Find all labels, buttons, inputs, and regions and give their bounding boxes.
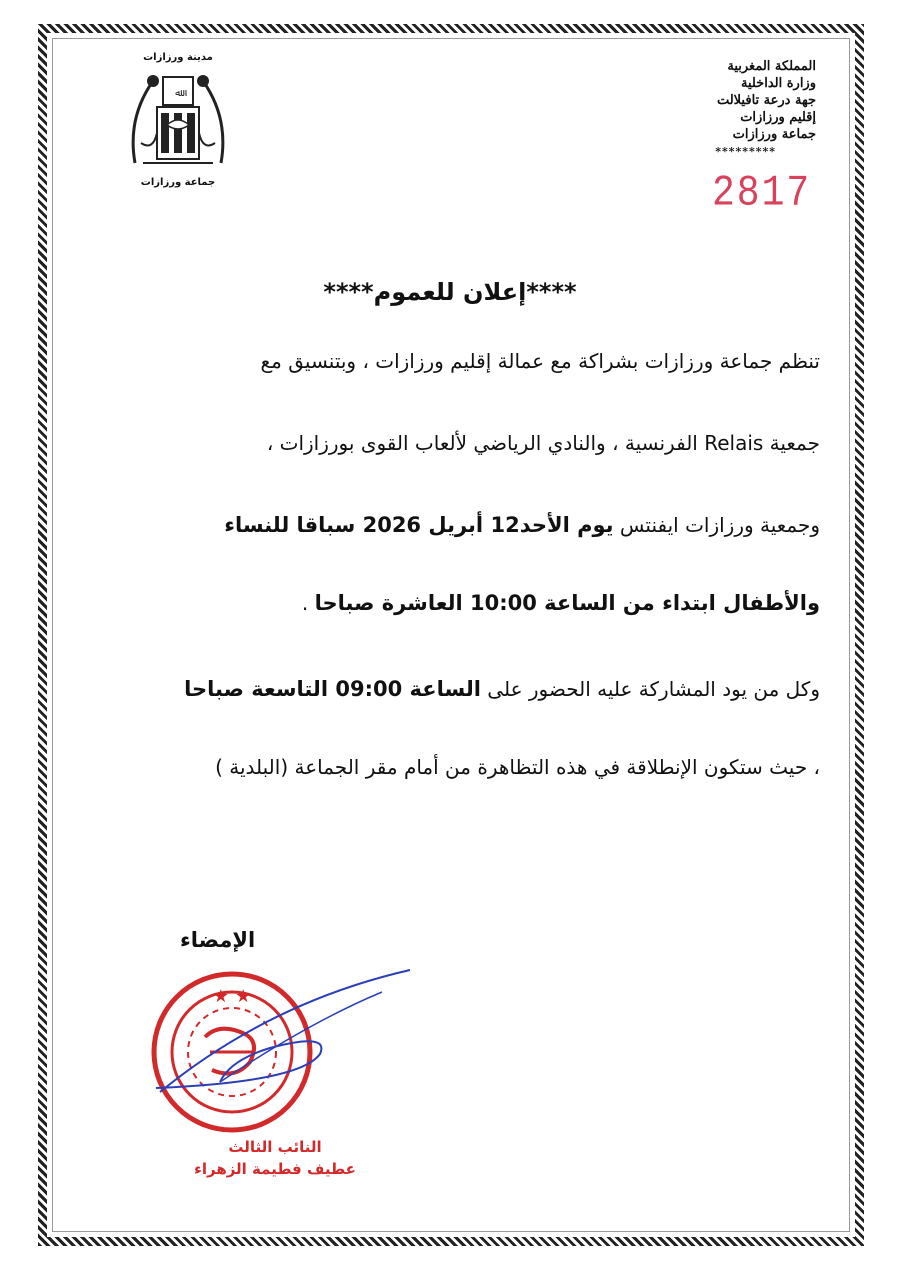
body-line-3-normal: وجمعية ورزازات ايفنتس bbox=[613, 513, 820, 537]
official-name: عطيف فطيمة الزهراء bbox=[194, 1160, 356, 1178]
official-title: النائب الثالث bbox=[228, 1138, 322, 1156]
body-line-6: ، حيث ستكون الإنطلاقة في هذه التظاهرة من أمام مقر الجماعة (البلدية ) bbox=[215, 755, 820, 779]
logo-top-caption: مدينة ورزازات bbox=[143, 52, 213, 63]
header-line-ministry: وزارة الداخلية bbox=[740, 76, 816, 91]
body-line-1: تنظم جماعة ورزازات بشراكة مع عمالة إقليم ورزازات ، وبتنسيق مع bbox=[260, 349, 820, 373]
svg-text:★ ★: ★ ★ bbox=[212, 986, 252, 1007]
announcement-body bbox=[82, 340, 820, 788]
municipal-emblem-icon bbox=[123, 63, 233, 173]
body-line-4 bbox=[82, 582, 820, 624]
header-line-kingdom: المملكة المغربية bbox=[727, 59, 816, 74]
header-stars: ********* bbox=[715, 145, 776, 158]
document-number: 2817 bbox=[712, 168, 812, 219]
ministry-header bbox=[626, 58, 816, 160]
event-date: يوم الأحد12 أبريل 2026 سباقا للنساء bbox=[224, 513, 614, 537]
header-line-region: جهة درعة تافيلالت bbox=[716, 93, 816, 108]
body-line-5-normal: وكل من يود المشاركة عليه الحضور على bbox=[480, 677, 820, 701]
official-name-block bbox=[180, 1136, 370, 1180]
body-line-3 bbox=[82, 504, 820, 546]
event-time: والأطفال ابتداء من الساعة 10:00 العاشرة صباحا bbox=[314, 591, 820, 615]
body-line-2: جمعية Relais الفرنسية ، والنادي الرياضي لألعاب القوى بورزازات ، bbox=[266, 431, 820, 455]
svg-text:ﷲ: ﷲ bbox=[175, 88, 181, 99]
logo-bottom-caption: جماعة ورزازات bbox=[140, 177, 216, 188]
body-line-5 bbox=[82, 668, 820, 710]
signature-label: الإمضاء bbox=[180, 928, 256, 952]
municipal-logo bbox=[118, 52, 238, 202]
header-line-province: إقليم ورزازات bbox=[740, 110, 816, 125]
signature-stroke-1 bbox=[160, 970, 410, 1092]
page-title: ****إعلان للعموم**** bbox=[323, 278, 577, 306]
attendance-time: الساعة 09:00 التاسعة صباحا bbox=[184, 677, 481, 701]
body-line-4-end: . bbox=[301, 591, 315, 615]
header-line-commune: جماعة ورزازات bbox=[732, 127, 816, 142]
